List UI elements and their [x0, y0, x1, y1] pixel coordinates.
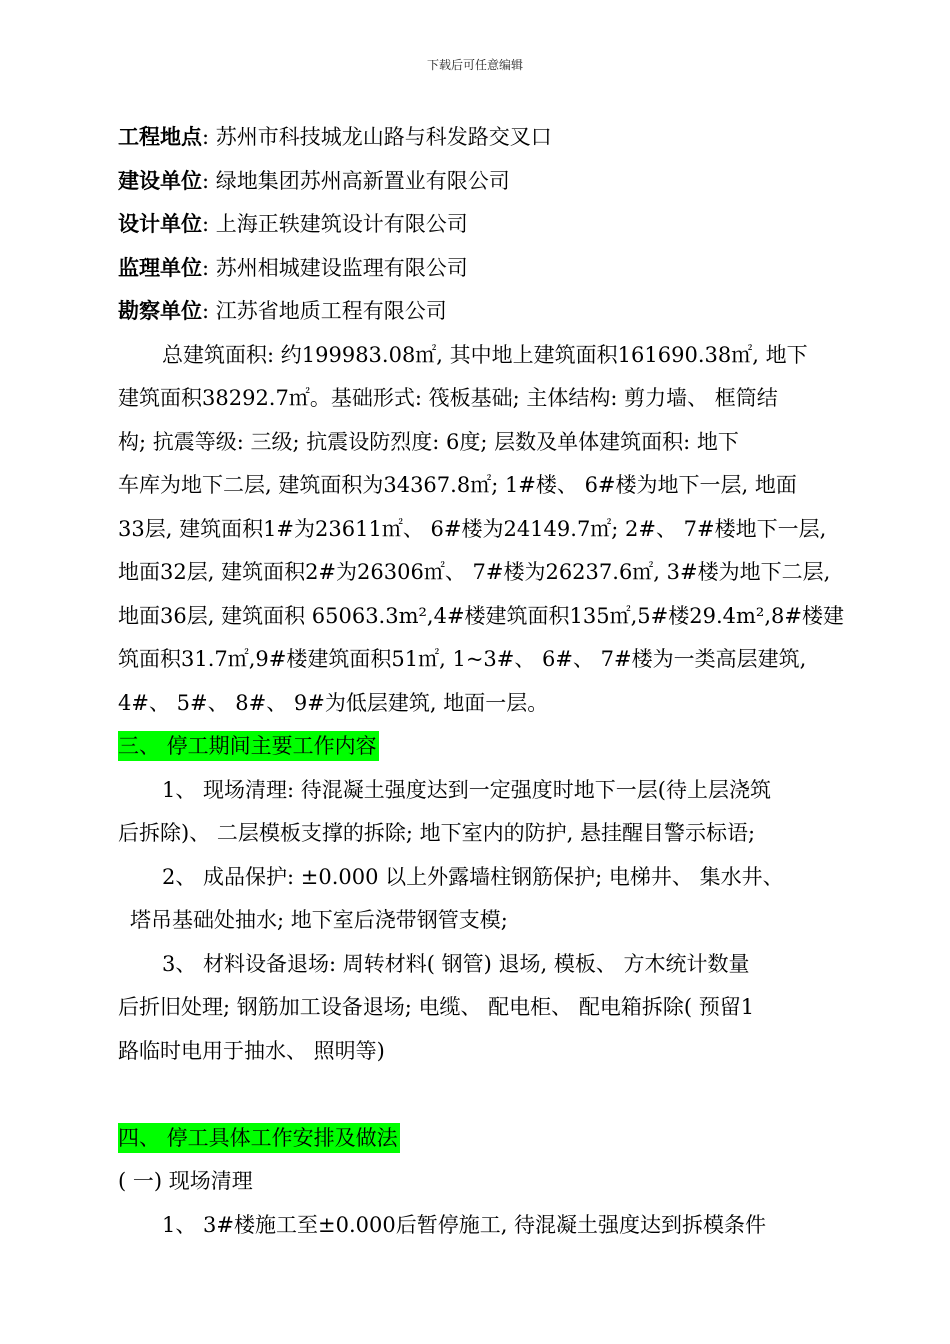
section-3-heading-row	[118, 725, 863, 769]
field-value: 苏州市科技城龙山路与科发路交叉口	[215, 125, 552, 149]
overview-line: 地面36层, 建筑面积 65063.3m²,4#楼建筑面积135㎡,5#楼29.4m²,8#楼建	[118, 603, 844, 628]
section-heading: 三、 停工期间主要工作内容	[118, 731, 379, 761]
field-value: 上海正轶建筑设计有限公司	[215, 212, 468, 236]
field-label: 建设单位	[118, 168, 202, 193]
field-developer	[118, 160, 863, 204]
section-heading: 四、 停工具体工作安排及做法	[118, 1123, 400, 1153]
overview-line: 33层, 建筑面积1#为23611㎡、 6#楼为24149.7㎡; 2#、 7#楼地下一层,	[118, 516, 827, 541]
overview-line: 地面32层, 建筑面积2#为26306㎡、 7#楼为26237.6㎡, 3#楼为地下二层,	[118, 560, 831, 584]
section-3-line: 2、 成品保护: ±0.000 以上外露墙柱钢筋保护; 电梯井、 集水井、	[162, 864, 784, 889]
section-3-line: 后拆除)、 二层模板支撑的拆除; 地下室内的防护, 悬挂醒目警示标语;	[118, 821, 756, 845]
document-body	[118, 116, 863, 1247]
field-surveyor	[118, 290, 863, 334]
section-3-line: 塔吊基础处抽水; 地下室后浇带钢管支模;	[130, 908, 508, 932]
field-separator: :	[202, 125, 216, 149]
section-3-line: 1、 现场清理: 待混凝土强度达到一定强度时地下一层(待上层浇筑	[162, 777, 771, 802]
overview-line: 车库为地下二层, 建筑面积为34367.8㎡; 1#楼、 6#楼为地下一层, 地面	[118, 473, 797, 497]
field-label: 勘察单位	[118, 299, 202, 323]
section-4-line: 1、 3#楼施工至±0.000后暂停施工, 待混凝土强度达到拆模条件	[162, 1212, 767, 1237]
header-note: 下载后可任意编辑	[426, 58, 523, 72]
section-3-line: 路临时电用于抽水、 照明等)	[118, 1038, 385, 1063]
field-designer	[118, 203, 863, 247]
overview-line: 构; 抗震等级: 三级; 抗震设防烈度: 6度; 层数及单体建筑面积: 地下	[118, 429, 739, 454]
section-3-line: 后折旧处理; 钢筋加工设备退场; 电缆、 配电柜、 配电箱拆除( 预留1	[118, 995, 755, 1019]
section-4-heading-row	[118, 1117, 863, 1161]
overview-line: 建筑面积38292.7㎡。基础形式: 筏板基础; 主体结构: 剪力墙、 框筒结	[118, 386, 778, 410]
overview-line: 筑面积31.7㎡,9#楼建筑面积51㎡, 1~3#、 6#、 7#楼为一类高层建筑,	[118, 647, 807, 671]
overview-line: 总建筑面积: 约199983.08㎡, 其中地上建筑面积161690.38㎡, 地下	[162, 342, 808, 367]
field-label: 设计单位	[118, 212, 202, 236]
blank-line	[118, 1073, 863, 1117]
field-supervisor	[118, 247, 863, 291]
section-4-subheading: ( 一) 现场清理	[118, 1169, 253, 1193]
field-location	[118, 116, 863, 160]
field-separator: :	[202, 212, 216, 236]
field-separator: :	[202, 255, 216, 280]
field-separator: :	[202, 168, 216, 193]
field-value: 江苏省地质工程有限公司	[215, 299, 447, 323]
section-3-line: 3、 材料设备退场: 周转材料( 钢管) 退场, 模板、 方木统计数量	[162, 951, 750, 976]
field-label: 监理单位	[118, 255, 202, 280]
field-value: 绿地集团苏州高新置业有限公司	[215, 168, 510, 193]
field-separator: :	[202, 299, 216, 323]
overview-line: 4#、 5#、 8#、 9#为低层建筑, 地面一层。	[118, 690, 549, 715]
field-value: 苏州相城建设监理有限公司	[215, 255, 468, 280]
field-label: 工程地点	[118, 125, 202, 149]
